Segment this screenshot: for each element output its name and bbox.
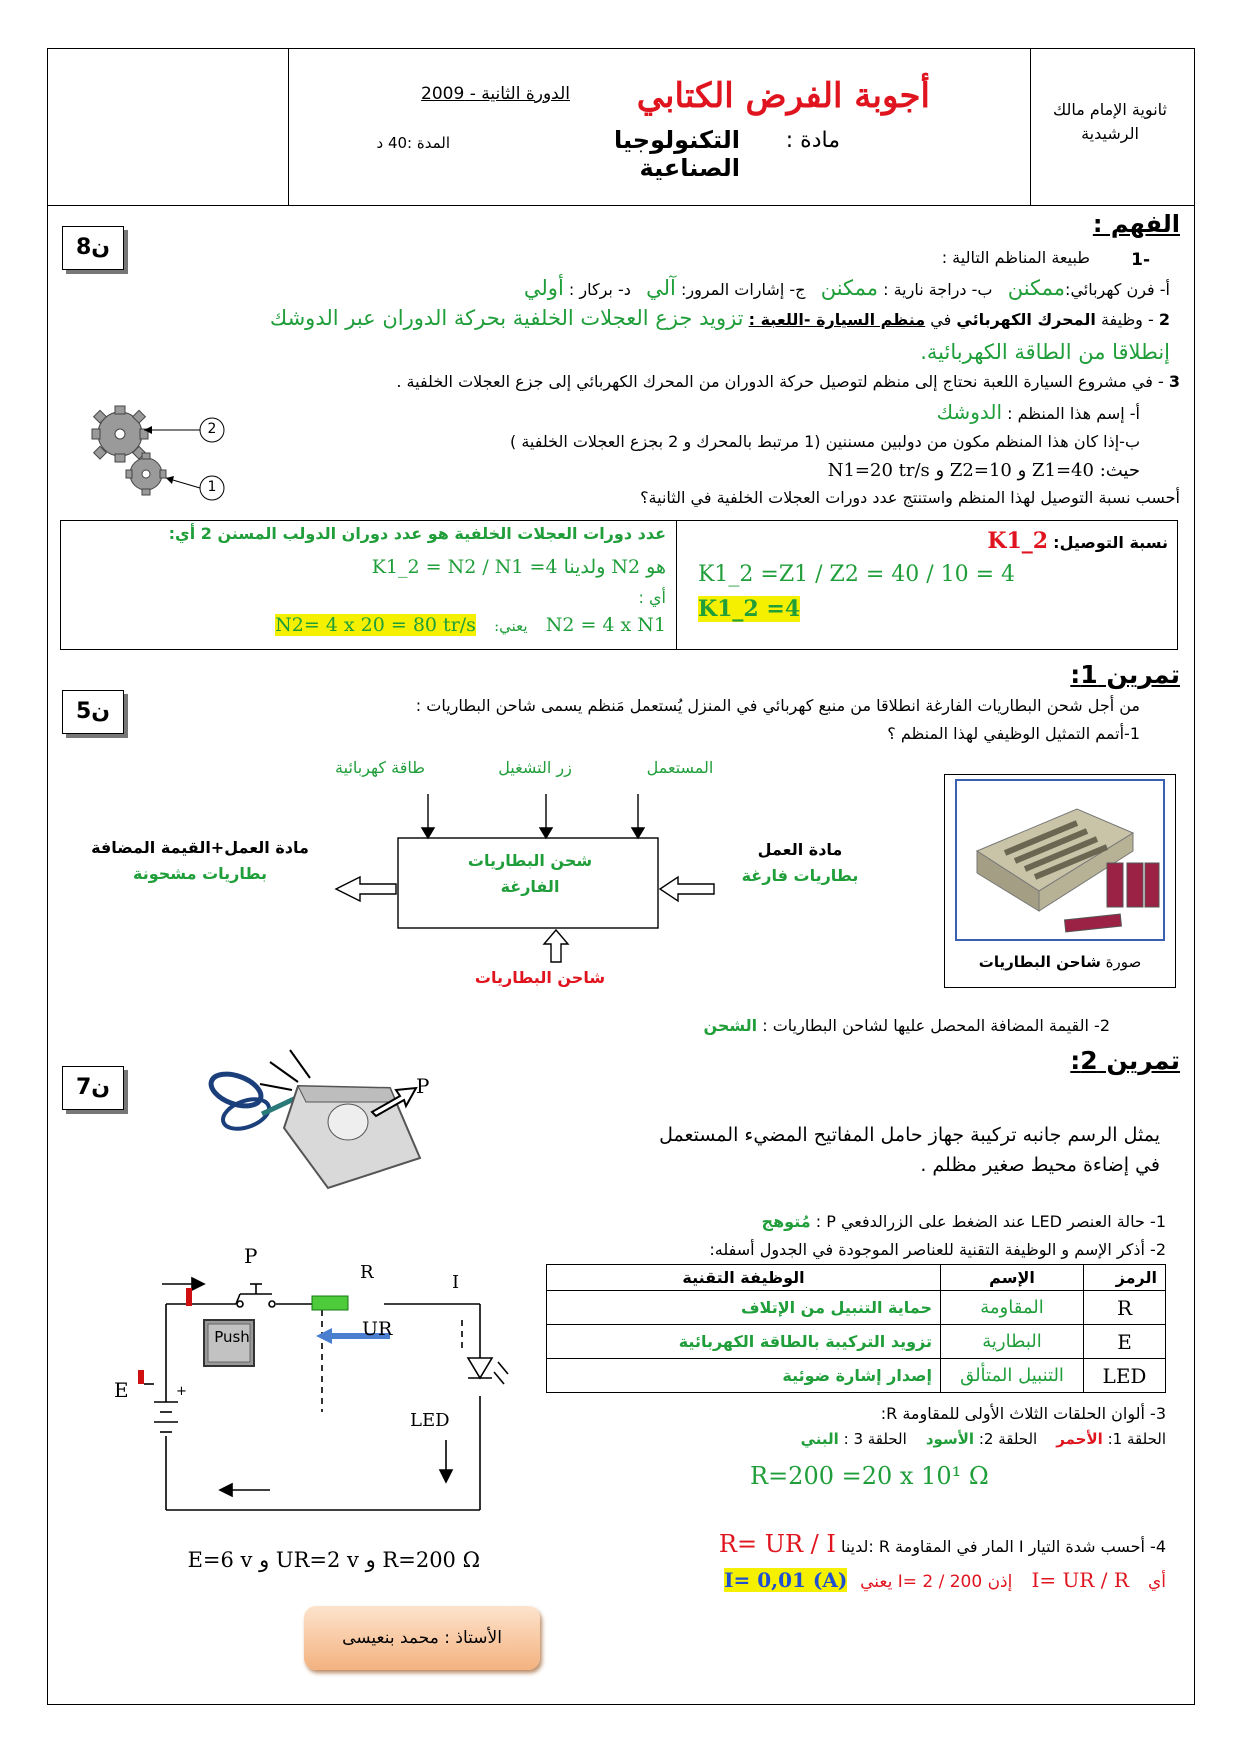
header-name: الإسم [941, 1265, 1084, 1291]
row-name: التنبيل المتألق [941, 1359, 1084, 1393]
keychain-p-label: P [416, 1074, 430, 1098]
doc-title: أجوبة الفرض الكتابي [636, 76, 930, 116]
header-col-divider [1030, 48, 1031, 205]
exercise1-heading: تمرين 1: [1070, 660, 1180, 689]
ring3-label: الحلقة 3 : [843, 1430, 907, 1448]
ratio-table-divider [676, 520, 677, 650]
photo-caption-a: صورة [1105, 953, 1142, 971]
ring1-color: الأحمر [1056, 1430, 1103, 1448]
ratio-result: K1_2 =4 [698, 596, 801, 622]
turns-title: عدد دورات العجلات الخلفية هو عدد دوران الدولب المسنن 2 أي: [168, 524, 666, 543]
row-function: إصدار إشارة ضوئية [547, 1359, 941, 1393]
q2-text-b: المحرك الكهربائي [956, 310, 1096, 329]
circuit-led-label: LED [410, 1410, 450, 1431]
q1-c: ج- إشارات المرور: [680, 280, 806, 299]
ring3-color: البني [800, 1430, 839, 1448]
comprehension-heading: الفهم : [1092, 210, 1180, 238]
output-label: مادة العمل+القيمة المضافة [91, 838, 309, 857]
q1-text: طبيعة المناظم التالية : [941, 248, 1090, 267]
turns-line1: هو N2 ولدينا 4= K1_2 = N2 / N1 [371, 556, 666, 578]
row-symbol: LED [1084, 1359, 1166, 1393]
session: الدورة الثانية - 2009 [421, 84, 570, 104]
q3-a-answer: الدوشك [936, 400, 1002, 424]
photo-caption [951, 953, 1169, 971]
q1-answers [270, 276, 1170, 300]
exercise2-q1-text: 1- حالة العنصر LED عند الضغط على الزرالدفعي P : [815, 1212, 1166, 1231]
turns-line3-a: N2 = 4 x N1 [545, 614, 666, 636]
q1-a-answer: ممكنن [1007, 276, 1066, 300]
components-table-header [547, 1265, 1166, 1291]
ratio-result-wrap [698, 596, 800, 622]
duration: المدة :40 د [376, 134, 450, 152]
exercise2-heading: تمرين 2: [1070, 1046, 1180, 1075]
function-box-line1: شحن البطاريات [467, 851, 593, 870]
output-value: بطاريات مشحونة [133, 864, 267, 883]
q2-text-a: - وظيفة [1100, 310, 1154, 329]
circuit-i-label: I [452, 1272, 460, 1293]
row-symbol: E [1084, 1325, 1166, 1359]
exercise2-intro-line1: يمثل الرسم جانبه تركيبة جهاز حامل المفاتيح المضيء المستعمل [659, 1124, 1160, 1146]
table-row [547, 1359, 1166, 1393]
q1-c-answer: آلي [646, 276, 676, 300]
circuit-e-label: E [114, 1378, 129, 1402]
q3-text [120, 372, 1180, 391]
exercise2-q1-answer: مُتوهج [761, 1212, 811, 1231]
exercise1-q2-text: 2- القيمة المضافة المحصل عليها لشاحن البطاريات : [762, 1016, 1110, 1035]
header-col-divider [288, 48, 289, 205]
ring2-color: الأسود [925, 1430, 975, 1448]
row-name: المقاومة [941, 1291, 1084, 1325]
q3-a-text: أ- إسم هذا المنظم : [1007, 404, 1140, 423]
circuit-diagram [100, 1240, 540, 1530]
comprehension-score: 8ن [62, 226, 124, 270]
q2-text-c: في [930, 310, 952, 329]
subject: التكنولوجيا الصناعية [614, 126, 740, 182]
ring1-label: الحلقة 1: [1107, 1430, 1166, 1448]
turns-line3-c: N2= 4 x 20 = 80 tr/s [275, 614, 476, 636]
rings-row [700, 1430, 1166, 1448]
teacher-badge: الأستاذ : محمد بنعيسى [304, 1606, 540, 1670]
q3-number: 3 [1168, 372, 1180, 391]
row-function: تزويد التركيبة بالطاقة الكهربائية [547, 1325, 941, 1359]
q2-text-d: منظم السيارة -اللعبة : [748, 310, 926, 329]
gear-label-2: 2 [207, 421, 217, 437]
gear-label-1: 1 [207, 479, 217, 495]
exercise1-q1: 1-أتمم التمثيل الوظيفي لهذا المنظم ؟ [887, 724, 1140, 743]
circuit-p-label: P [244, 1244, 258, 1268]
support-label: شاحن البطاريات [474, 968, 606, 987]
exercise2-score: 7ن [62, 1066, 124, 1110]
resistance-formula: R=200 =20 x 10¹ Ω [750, 1462, 989, 1490]
header-divider [47, 205, 1195, 206]
q2-line [100, 306, 1170, 330]
table-row [547, 1291, 1166, 1325]
charger-photo [955, 779, 1165, 941]
q3-a [600, 400, 1140, 424]
photo-caption-b: شاحن البطاريات [978, 953, 1101, 971]
turns-line2: أي : [638, 588, 666, 607]
subject-label: مادة : [785, 128, 840, 153]
exercise2-q4-answer [600, 1568, 1166, 1592]
circuit-plus-label: + [176, 1384, 187, 1399]
ratio-title-row [690, 528, 1168, 554]
ratio-calc: K1_2 =Z1 / Z2 = 40 / 10 = 4 [698, 562, 1016, 587]
circuit-r-label: R [360, 1262, 374, 1283]
components-table [546, 1264, 1166, 1393]
exercise2-q4-formula: R= UR / I [718, 1530, 836, 1558]
q1-d: د- بركار : [568, 280, 631, 299]
turns-line3 [66, 614, 666, 636]
table-row [547, 1325, 1166, 1359]
q2-answer-line1: تزويد جزع العجلات الخلفية بحركة الدوران عبر الدوشك [269, 306, 744, 330]
battery-charger-icon [957, 781, 1163, 939]
exercise2-q4-text: 4- أحسب شدة التيار I المار في المقاومة R :لدينا [840, 1537, 1166, 1556]
header-function: الوظيفة التقنية [547, 1265, 941, 1291]
school-name: ثانوية الإمام مالك الرشيدية [1053, 100, 1167, 143]
given-values: R=200 Ω و UR=2 v و E=6 v [187, 1548, 480, 1572]
q2-number: 2 [1158, 310, 1170, 329]
q4-answer-c: إذن I= 2 / 200 يعني [860, 1572, 1013, 1592]
q1-b: ب- دراجة نارية : [883, 280, 993, 299]
q3-text-body: - في مشروع السيارة اللعبة نحتاج إلى منظم لتوصيل حركة الدوران من المحرك الكهربائي إلى جزع العجلات الخلفية . [396, 372, 1164, 391]
row-symbol: R [1084, 1291, 1166, 1325]
exercise1-score: 5ن [62, 690, 124, 734]
q4-answer-a: أي [1147, 1572, 1166, 1592]
exercise2-q3: 3- ألوان الحلقات الثلاث الأولى للمقاومة R: [880, 1404, 1166, 1423]
function-box [400, 848, 660, 900]
input-material-value: بطاريات فارغة [741, 866, 859, 885]
q4-answer-b: I= UR / R [1031, 1568, 1129, 1592]
exercise2-intro [560, 1120, 1160, 1180]
keychain-light-illustration [200, 1048, 440, 1198]
ring2-label: الحلقة 2: [978, 1430, 1038, 1448]
exercise1-intro: من أجل شحن البطاريات الفارغة انطلاقا من منبع كهربائي في المنزل يُستعمل مَنظم يسمى شاحن البطاريات : [415, 696, 1140, 715]
exercise1-q2-answer: الشحن [703, 1016, 758, 1035]
ratio-title: نسبة التوصيل: [1053, 533, 1168, 552]
input-user: المستعمل [646, 758, 714, 777]
input-material-label: مادة العمل [757, 840, 843, 859]
q1-number: -1 [1131, 250, 1150, 270]
exercise2-q2: 2- أذكر الإسم و الوظيفة التقنية للعناصر الموجودة في الجدول أسفله: [709, 1240, 1166, 1259]
function-box-line2: الفارغة [500, 877, 560, 896]
q3-b: ب-إذا كان هذا المنظم مكون من دولبين مسننين (1 مرتبط بالمحرك و 2 بجزع العجلات الخلفية ) [510, 432, 1140, 451]
input-button: زر التشغيل [498, 758, 572, 777]
circuit-ur-label: UR [362, 1318, 393, 1340]
header-symbol: الرمز [1084, 1265, 1166, 1291]
charger-photo-frame [944, 774, 1176, 988]
turns-line3-b: يعني: [494, 617, 528, 635]
q4-result: I= 0,01 (A) [724, 1568, 848, 1592]
q1-b-answer: ممكنن [820, 276, 879, 300]
q1-d-answer: أولي [523, 276, 564, 300]
q1-a: أ- فرن كهربائي: [1065, 280, 1170, 299]
row-name: البطارية [941, 1325, 1084, 1359]
exercise2-intro-line2: في إضاءة محيط صغير مظلم . [920, 1154, 1160, 1176]
row-function: حماية التنبيل من الإتلاف [547, 1291, 941, 1325]
q3-task: أحسب نسبة التوصيل لهذا المنظم واستنتج عدد دورات العجلات الخلفية في الثانية؟ [640, 488, 1180, 507]
exercise2-q1 [600, 1212, 1166, 1231]
q2-answer-line2: إنطلاقا من الطاقة الكهربائية. [920, 340, 1170, 364]
exercise2-q4 [620, 1530, 1166, 1558]
ratio-symbol: K1_2 [987, 528, 1049, 554]
input-energy: طاقة كهربائية [335, 758, 425, 777]
exercise1-q2 [500, 1016, 1110, 1035]
circuit-push-label: Push [214, 1328, 250, 1346]
q3-given: حيث: Z1=40 و Z2=10 و N1=20 tr/s [827, 460, 1140, 481]
